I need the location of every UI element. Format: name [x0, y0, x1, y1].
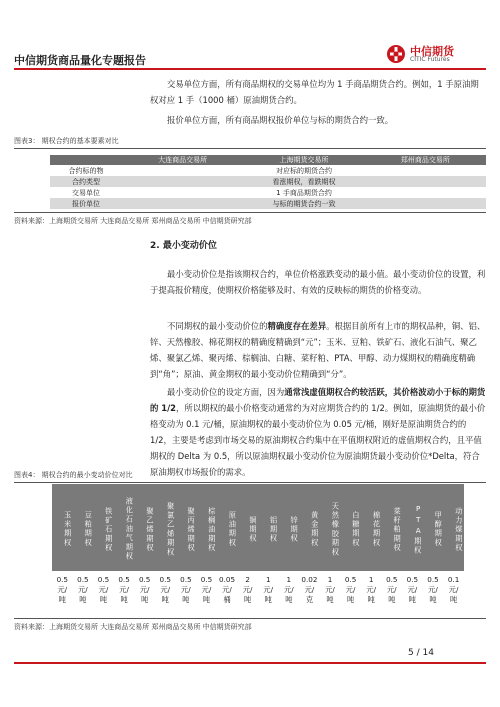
- figure4-column-header: 白糖期权: [340, 484, 361, 571]
- section-title: 2. 最小变动价位: [150, 241, 217, 251]
- citic-futures-logo: [386, 42, 486, 66]
- figure4-column: [258, 484, 279, 605]
- value-part: 吨: [285, 595, 293, 604]
- row-label: 合约类型: [50, 176, 122, 187]
- value-part: 吨: [120, 595, 128, 604]
- figure4-column: [196, 484, 217, 605]
- value-part: 元/: [407, 585, 418, 594]
- figure4-column: [299, 484, 320, 605]
- value-part: 元/: [201, 585, 212, 594]
- value-part: 元/: [222, 585, 232, 594]
- table-row: [50, 198, 486, 209]
- paragraph-trading-unit: 交易单位方面，所有商品期权的交易单位均为 1 手商品期货合约。例如，1 手原油期权对应 1 手（1000 桶）原油期货合约。: [150, 79, 479, 105]
- value-part: 吨: [58, 595, 66, 604]
- value-part: 桶: [223, 595, 231, 604]
- value-part: 0.05: [219, 575, 236, 584]
- figure4-column-header: PTA期权: [402, 484, 423, 571]
- figure4-column-header: 聚乙烯期权: [134, 484, 155, 571]
- header-rule: [14, 68, 486, 70]
- figure4-column: [52, 484, 73, 605]
- page-number: 5 / 14: [408, 648, 434, 658]
- figure4-column-value: [52, 575, 73, 605]
- figure4-column: [423, 484, 444, 605]
- figure4-column-header: 棕榈油期权: [196, 484, 217, 571]
- value-part: 0.5: [56, 575, 69, 584]
- figure4-table: [52, 484, 486, 605]
- figure4-column: [382, 484, 403, 605]
- figure4-column-value: [155, 575, 176, 605]
- figure4-column-header: 天然橡胶期权: [320, 484, 341, 571]
- figure4-column: [93, 484, 114, 605]
- row-label: 交易单位: [72, 188, 100, 197]
- value-part: 吨: [367, 595, 375, 604]
- paragraph-min-tick-def: 最小变动价位是指该期权合约，单位价格涨跌变动的最小值。最小变动价位的设置，利于提高报价精度，使期权价格能够及时、有效的反映标的期货的价格变动。: [150, 269, 486, 295]
- value-part: 吨: [347, 595, 355, 604]
- figure4-column: [361, 484, 382, 605]
- row-value: 与标的期货合约一致: [122, 198, 486, 209]
- value-part: 元/: [304, 585, 315, 594]
- figure4-column-value: [93, 575, 114, 605]
- figure4-column: [176, 484, 197, 605]
- value-part: 0.5: [427, 575, 439, 584]
- value-part: 2: [245, 575, 250, 584]
- value-part: 1: [265, 575, 271, 584]
- value-part: 元/: [160, 585, 171, 594]
- figure4-column-header: 聚氯乙烯期权: [155, 484, 176, 571]
- figure4-column-value: [217, 575, 238, 605]
- value-part: 0.5: [138, 575, 151, 584]
- value-part: 元/: [98, 585, 109, 594]
- value-part: 吨: [79, 595, 87, 604]
- value-part: 1: [286, 575, 292, 584]
- value-part: 0.5: [97, 575, 110, 584]
- figure4-column-value: [176, 575, 197, 605]
- figure4-column-header: 玉米期权: [52, 484, 73, 571]
- logo-text-en: CITIC Futures: [410, 56, 450, 63]
- value-part: 吨: [408, 595, 416, 604]
- paragraph-precision: 不同期权的最小变动价位的精确度存在差异。根据目前所有上市的期权品种，铜、铝、锌、天然橡胶、棉花期权的精确度精确到“元”；玉米、豆粕、铁矿石、液化石油气、聚乙烯、聚氯乙烯、聚丙烯、棕榈油、白糖、菜籽粕、PTA、甲醇、动力煤期权的精确度精确到“角”；原油、黄金期权的最小变动价位精确到“分”。: [150, 321, 486, 379]
- value-part: 1: [327, 575, 333, 584]
- figure4-column: [340, 484, 361, 605]
- value-part: 元/: [366, 585, 376, 594]
- value-part: 元/: [181, 585, 191, 594]
- value-part: 元/: [428, 585, 438, 594]
- value-part: 元/: [263, 585, 274, 594]
- figure4-column-value: [423, 575, 444, 605]
- figure4-column-header: 黄金期权: [299, 484, 320, 571]
- figure4-column-value: [340, 575, 361, 605]
- figure3-header-empty: [50, 155, 122, 165]
- figure3-source: 资料来源：上海期货交易所 大连商品交易所 郑州商品交易所 中信期货研究部: [14, 217, 252, 225]
- figure3-bottom-rule: [14, 212, 486, 213]
- figure4-bottom-rule: [14, 618, 486, 619]
- figure4-column-header: 原油期权: [217, 484, 238, 571]
- table-row: [50, 187, 486, 198]
- value-part: 元/: [57, 585, 68, 594]
- figure4-column-value: [196, 575, 217, 605]
- value-part: 元/: [78, 585, 88, 594]
- figure4-column: [237, 484, 258, 605]
- figure4-column-value: [382, 575, 403, 605]
- value-part: 吨: [429, 595, 437, 604]
- paragraph-quote-unit: 报价单位方面，所有商品期权报价单位与标的期货合约一致。: [167, 115, 394, 125]
- figure4-column-value: [258, 575, 279, 605]
- value-part: 元/: [325, 585, 335, 594]
- figure4-column-value: [134, 575, 155, 605]
- figure4-column-value: [320, 575, 341, 605]
- value-part: 元/: [119, 585, 129, 594]
- figure4-column-value: [299, 575, 320, 605]
- row-value: 看涨期权，看跌期权: [122, 176, 486, 187]
- value-part: 0.5: [344, 575, 357, 584]
- figure4-column-header: 铁矿石期权: [93, 484, 114, 571]
- value-part: 0.5: [159, 575, 171, 584]
- value-part: 元/: [448, 585, 459, 594]
- figure4-column-header: 液化石油气期权: [114, 484, 135, 571]
- value-part: 吨: [326, 595, 334, 604]
- value-part: 0.5: [200, 575, 213, 584]
- figure4-column-value: [279, 575, 300, 605]
- figure3-header-shfe: 上海期货交易所: [243, 155, 364, 165]
- value-part: 元/: [284, 585, 294, 594]
- value-part: 0.5: [180, 575, 192, 584]
- value-part: 吨: [182, 595, 190, 604]
- value-part: 吨: [264, 595, 272, 604]
- figure4-column-value: [237, 575, 258, 605]
- figure4-column: [155, 484, 176, 605]
- figure4-column: [402, 484, 423, 605]
- figure4-column: [279, 484, 300, 605]
- report-title: 中信期货商品量化专题报告: [14, 54, 146, 67]
- value-part: 吨: [202, 595, 211, 604]
- figure3-header-row: [50, 155, 486, 165]
- value-part: 吨: [99, 595, 108, 604]
- value-part: 0.1: [447, 575, 460, 584]
- figure4-label: 图表4： 期权合约的最小变动价位对比: [14, 471, 133, 479]
- figure4-column-header: 动力煤期权: [443, 484, 464, 571]
- figure4-column-header: 菜籽粕期权: [382, 484, 403, 571]
- figure3-header-dce: 大连商品交易所: [122, 155, 243, 165]
- value-part: 吨: [161, 595, 169, 604]
- row-value: 1 手商品期货合约: [276, 188, 332, 197]
- value-part: 1: [368, 575, 374, 584]
- figure3-table: [50, 155, 486, 209]
- value-part: 克: [305, 595, 314, 604]
- logo-text-cn: 中信期货: [410, 45, 454, 58]
- figure4-column-header: 聚丙烯期权: [176, 484, 197, 571]
- figure4-column: [134, 484, 155, 605]
- figure4-column-header: 铜期权: [237, 484, 258, 571]
- value-part: 元/: [386, 585, 397, 594]
- value-part: 元/: [242, 585, 253, 594]
- figure4-column: [217, 484, 238, 605]
- figure4-top-rule: [14, 482, 486, 483]
- figure3-top-rule: [14, 148, 486, 149]
- value-part: 吨: [141, 595, 149, 604]
- paragraph-tick-setting: 最小变动价位的设定方面，因为通常浅虚值期权合约较活跃，其价格波动小于标的期货的 1/2，所以期权的最小价格变动通常约为对应期货合约的 1/2。例如，原油期货的最小价格变动为 0.1 元/桶，原油期权的最小变动价位为 0.05 元/桶，刚好是原油期货合约的 1/2，主要是考虑到市场交易的原油期权合约集中在平值期权附近的虚值期权合约，且平值期权的 Delta 为 0.5，所以原油期权最小变动价位为原油期货最小变动价位*Delta，符合原油期权市场报价的需求。: [150, 387, 486, 477]
- figure4-column-value: [114, 575, 135, 605]
- value-part: 元/: [139, 585, 150, 594]
- table-row: [50, 165, 486, 176]
- figure4-source: 资料来源：上海期货交易所 大连商品交易所 郑州商品交易所 中信期货研究部: [14, 623, 252, 631]
- figure4-column-header: 锌期权: [279, 484, 300, 571]
- figure4-column: [114, 484, 135, 605]
- figure4-column-header: 铝期权: [258, 484, 279, 571]
- value-part: 元/: [345, 585, 356, 594]
- figure4-column: [73, 484, 94, 605]
- value-part: 吨: [388, 595, 396, 604]
- table-row: [50, 176, 486, 187]
- value-part: 吨: [449, 595, 458, 604]
- footer-rule: [14, 662, 486, 664]
- figure4-column-value: [361, 575, 382, 605]
- citic-logo-icon: [386, 44, 406, 64]
- figure4-column-value: [73, 575, 94, 605]
- value-part: 吨: [244, 595, 252, 604]
- value-part: 0.5: [406, 575, 419, 584]
- value-part: 0.5: [386, 575, 398, 584]
- figure4-column-header: 甲醇期权: [423, 484, 444, 571]
- figure3-header-czce: 郑州商品交易所: [365, 155, 486, 165]
- figure4-column: [320, 484, 341, 605]
- row-value: 对应标的期货合约: [276, 166, 332, 175]
- value-part: 0.5: [118, 575, 130, 584]
- figure4-column-value: [443, 575, 464, 605]
- value-part: 0.5: [77, 575, 89, 584]
- figure4-column-value: [402, 575, 423, 605]
- figure4-column-header: 棉花期权: [361, 484, 382, 571]
- figure3-label: 图表3： 期权合约的基本要素对比: [14, 137, 119, 145]
- row-label: 合约标的物: [68, 166, 104, 175]
- value-part: 0.02: [301, 575, 318, 584]
- row-label: 报价单位: [50, 198, 122, 209]
- figure4-column-header: 豆粕期权: [73, 484, 94, 571]
- figure4-column: [443, 484, 464, 605]
